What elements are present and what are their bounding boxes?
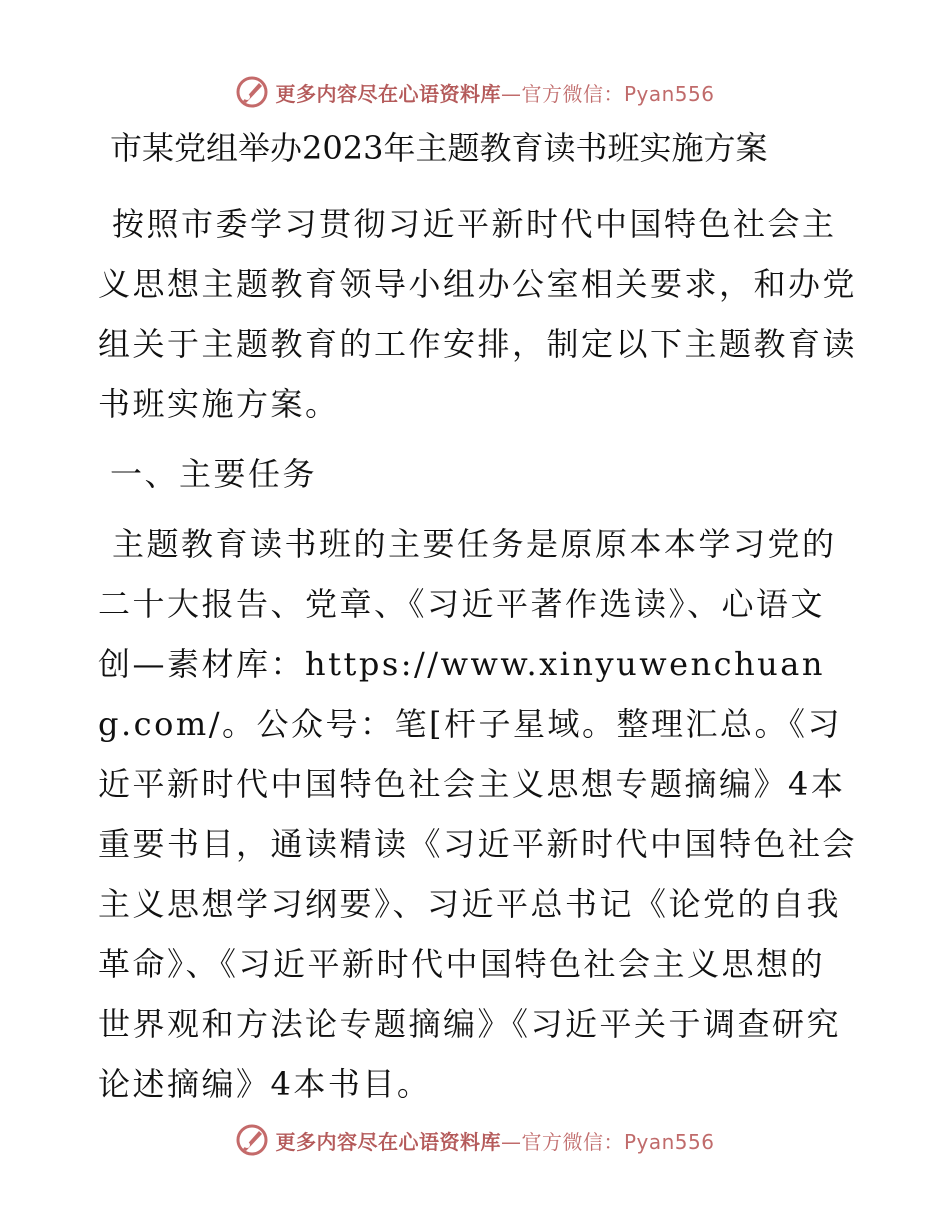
document-title: 市某党组举办2023年主题教育读书班实施方案 [110,129,768,167]
intro-paragraph: 按照市委学习贯彻习近平新时代中国特色社会主义思想主题教育领导小组办公室相关要求，和办党组关于主题教育的工作安排，制定以下主题教育读书班实施方案。 [98,205,858,423]
watermark-brand: 更多内容尽在心语资料库 [275,81,501,106]
watermark-suffix: —官方微信：Pyan556 [500,81,715,106]
section-heading-main-tasks: 一、主要任务 [110,455,318,493]
footer-watermark [0,1120,950,1160]
watermark-suffix: —官方微信：Pyan556 [500,1129,715,1154]
document-body [98,122,858,1114]
quill-logo-icon [235,75,269,109]
watermark-text [275,1126,714,1155]
header-watermark [0,72,950,112]
watermark-brand: 更多内容尽在心语资料库 [275,1129,501,1154]
quill-logo-icon [235,1123,269,1157]
watermark-text [275,78,714,107]
main-tasks-paragraph: 主题教育读书班的主要任务是原原本本学习党的二十大报告、党章、《习近平著作选读》、心语文创—素材库：https://www.xinyuwenchuang.com/。公众号：笔[杆子星域。整理汇总。《习近平新时代中国特色社会主义思想专题摘编》4本重要书目，通读精读《习近平新时代中国特色社会主义思想学习纲要》、习近平总书记《论党的自我革命》、《习近平新时代中国特色社会主义思想的世界观和方法论专题摘编》《习近平关于调查研究论述摘编》4本书目。 [98,525,858,1103]
